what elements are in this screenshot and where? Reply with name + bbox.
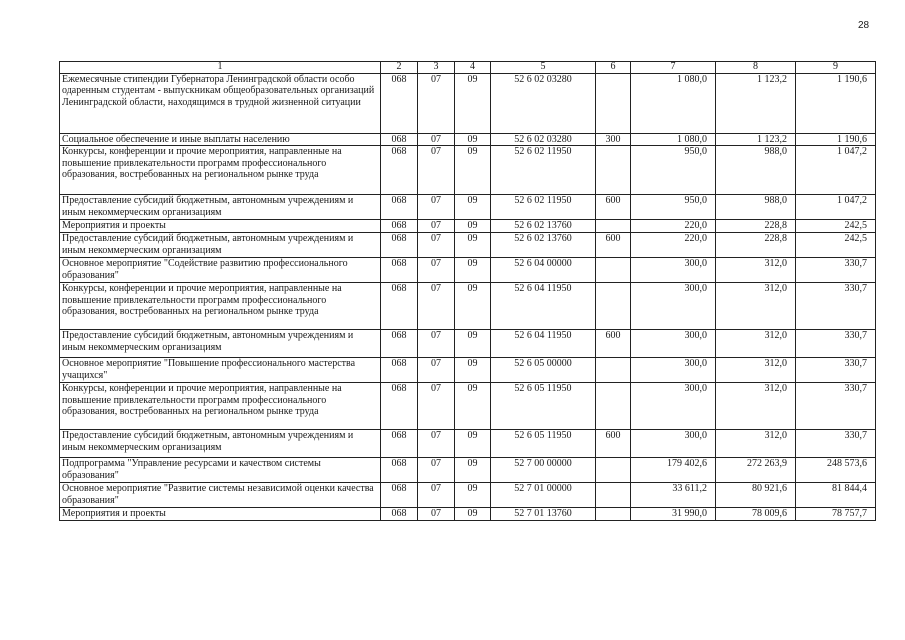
budget-table xyxy=(59,61,876,521)
amount-col9-cell: 81 844,4 xyxy=(796,483,876,508)
ministry-code-cell: 068 xyxy=(381,195,418,220)
subsection-code-cell: 09 xyxy=(455,483,491,508)
ministry-code-cell: 068 xyxy=(381,233,418,258)
section-code-cell: 07 xyxy=(418,220,455,233)
subsection-code-cell: 09 xyxy=(455,508,491,521)
amount-col7-cell: 300,0 xyxy=(631,330,716,358)
row-name-cell: Предоставление субсидий бюджетным, автономным учреждениям и иным некоммерческим организациям xyxy=(60,330,381,358)
row-name-cell: Социальное обеспечение и иные выплаты населению xyxy=(60,134,381,146)
table-row xyxy=(60,330,876,358)
subsection-code-cell: 09 xyxy=(455,195,491,220)
subsection-code-cell: 09 xyxy=(455,74,491,134)
row-name-cell: Подпрограмма "Управление ресурсами и качеством системы образования" xyxy=(60,458,381,483)
amount-col7-cell: 1 080,0 xyxy=(631,74,716,134)
target-article-cell: 52 6 04 11950 xyxy=(491,283,596,330)
section-code-cell: 07 xyxy=(418,74,455,134)
section-code-cell: 07 xyxy=(418,330,455,358)
amount-col8-cell: 1 123,2 xyxy=(716,74,796,134)
table-row xyxy=(60,74,876,134)
amount-col7-cell: 31 990,0 xyxy=(631,508,716,521)
row-name-cell: Предоставление субсидий бюджетным, автономным учреждениям и иным некоммерческим организациям xyxy=(60,233,381,258)
row-name-cell: Основное мероприятие "Повышение профессионального мастерства учащихся" xyxy=(60,358,381,383)
subsection-code-cell: 09 xyxy=(455,146,491,195)
table-row xyxy=(60,383,876,430)
expense-type-cell: 600 xyxy=(596,195,631,220)
table-row xyxy=(60,458,876,483)
subsection-code-cell: 09 xyxy=(455,458,491,483)
subsection-code-cell: 09 xyxy=(455,134,491,146)
amount-col7-cell: 300,0 xyxy=(631,258,716,283)
ministry-code-cell: 068 xyxy=(381,430,418,458)
expense-type-cell xyxy=(596,508,631,521)
amount-col9-cell: 330,7 xyxy=(796,430,876,458)
expense-type-cell xyxy=(596,74,631,134)
column-header: 8 xyxy=(716,62,796,74)
section-code-cell: 07 xyxy=(418,146,455,195)
expense-type-cell xyxy=(596,220,631,233)
row-name-cell: Конкурсы, конференции и прочие мероприятия, направленные на повышение привлекательности программ профессионального образования, востребованных на региональном рынке труда xyxy=(60,283,381,330)
table-row xyxy=(60,283,876,330)
amount-col8-cell: 312,0 xyxy=(716,258,796,283)
target-article-cell: 52 6 02 03280 xyxy=(491,134,596,146)
amount-col8-cell: 988,0 xyxy=(716,195,796,220)
amount-col9-cell: 1 190,6 xyxy=(796,134,876,146)
section-code-cell: 07 xyxy=(418,195,455,220)
ministry-code-cell: 068 xyxy=(381,146,418,195)
amount-col9-cell: 248 573,6 xyxy=(796,458,876,483)
column-header: 9 xyxy=(796,62,876,74)
section-code-cell: 07 xyxy=(418,358,455,383)
amount-col9-cell: 1 047,2 xyxy=(796,146,876,195)
amount-col9-cell: 242,5 xyxy=(796,233,876,258)
table-header-row xyxy=(60,62,876,74)
ministry-code-cell: 068 xyxy=(381,283,418,330)
expense-type-cell xyxy=(596,383,631,430)
expense-type-cell: 600 xyxy=(596,330,631,358)
amount-col7-cell: 300,0 xyxy=(631,383,716,430)
target-article-cell: 52 6 02 13760 xyxy=(491,220,596,233)
row-name-cell: Мероприятия и проекты xyxy=(60,220,381,233)
column-header: 3 xyxy=(418,62,455,74)
section-code-cell: 07 xyxy=(418,258,455,283)
table-row xyxy=(60,358,876,383)
column-header: 5 xyxy=(491,62,596,74)
column-header: 2 xyxy=(381,62,418,74)
page-number: 28 xyxy=(858,20,870,31)
section-code-cell: 07 xyxy=(418,283,455,330)
amount-col7-cell: 300,0 xyxy=(631,283,716,330)
target-article-cell: 52 6 04 00000 xyxy=(491,258,596,283)
column-header: 4 xyxy=(455,62,491,74)
expense-type-cell: 600 xyxy=(596,430,631,458)
amount-col7-cell: 300,0 xyxy=(631,430,716,458)
table-row xyxy=(60,483,876,508)
target-article-cell: 52 6 02 11950 xyxy=(491,195,596,220)
row-name-cell: Конкурсы, конференции и прочие мероприятия, направленные на повышение привлекательности программ профессионального образования, востребованных на региональном рынке труда xyxy=(60,383,381,430)
ministry-code-cell: 068 xyxy=(381,258,418,283)
expense-type-cell xyxy=(596,146,631,195)
amount-col8-cell: 312,0 xyxy=(716,358,796,383)
row-name-cell: Ежемесячные стипендии Губернатора Ленинградской области особо одаренным студентам - выпускникам общеобразовательных организаций Ленинградской области, находящимся в трудной жизненной ситуации xyxy=(60,74,381,134)
ministry-code-cell: 068 xyxy=(381,508,418,521)
amount-col7-cell: 950,0 xyxy=(631,146,716,195)
target-article-cell: 52 7 01 00000 xyxy=(491,483,596,508)
amount-col9-cell: 330,7 xyxy=(796,330,876,358)
target-article-cell: 52 7 00 00000 xyxy=(491,458,596,483)
amount-col7-cell: 300,0 xyxy=(631,358,716,383)
expense-type-cell: 600 xyxy=(596,233,631,258)
subsection-code-cell: 09 xyxy=(455,233,491,258)
target-article-cell: 52 6 05 11950 xyxy=(491,430,596,458)
ministry-code-cell: 068 xyxy=(381,74,418,134)
target-article-cell: 52 6 02 13760 xyxy=(491,233,596,258)
subsection-code-cell: 09 xyxy=(455,358,491,383)
section-code-cell: 07 xyxy=(418,134,455,146)
expense-type-cell xyxy=(596,358,631,383)
expense-type-cell xyxy=(596,458,631,483)
amount-col9-cell: 1 190,6 xyxy=(796,74,876,134)
amount-col8-cell: 228,8 xyxy=(716,233,796,258)
ministry-code-cell: 068 xyxy=(381,134,418,146)
ministry-code-cell: 068 xyxy=(381,358,418,383)
target-article-cell: 52 6 05 00000 xyxy=(491,358,596,383)
ministry-code-cell: 068 xyxy=(381,458,418,483)
row-name-cell: Предоставление субсидий бюджетным, автономным учреждениям и иным некоммерческим организациям xyxy=(60,195,381,220)
section-code-cell: 07 xyxy=(418,458,455,483)
section-code-cell: 07 xyxy=(418,383,455,430)
column-header: 6 xyxy=(596,62,631,74)
subsection-code-cell: 09 xyxy=(455,258,491,283)
table-row xyxy=(60,430,876,458)
section-code-cell: 07 xyxy=(418,508,455,521)
amount-col8-cell: 312,0 xyxy=(716,330,796,358)
table-row xyxy=(60,134,876,146)
table-row xyxy=(60,508,876,521)
target-article-cell: 52 6 04 11950 xyxy=(491,330,596,358)
amount-col7-cell: 950,0 xyxy=(631,195,716,220)
amount-col8-cell: 312,0 xyxy=(716,383,796,430)
target-article-cell: 52 6 05 11950 xyxy=(491,383,596,430)
amount-col8-cell: 312,0 xyxy=(716,430,796,458)
ministry-code-cell: 068 xyxy=(381,220,418,233)
amount-col9-cell: 242,5 xyxy=(796,220,876,233)
row-name-cell: Предоставление субсидий бюджетным, автономным учреждениям и иным некоммерческим организациям xyxy=(60,430,381,458)
column-header: 7 xyxy=(631,62,716,74)
amount-col7-cell: 220,0 xyxy=(631,233,716,258)
row-name-cell: Мероприятия и проекты xyxy=(60,508,381,521)
amount-col8-cell: 272 263,9 xyxy=(716,458,796,483)
subsection-code-cell: 09 xyxy=(455,283,491,330)
section-code-cell: 07 xyxy=(418,483,455,508)
amount-col8-cell: 80 921,6 xyxy=(716,483,796,508)
expense-type-cell xyxy=(596,283,631,330)
row-name-cell: Основное мероприятие "Развитие системы независимой оценки качества образования" xyxy=(60,483,381,508)
expense-type-cell xyxy=(596,483,631,508)
ministry-code-cell: 068 xyxy=(381,483,418,508)
ministry-code-cell: 068 xyxy=(381,383,418,430)
amount-col9-cell: 330,7 xyxy=(796,383,876,430)
table-row xyxy=(60,146,876,195)
table-row xyxy=(60,258,876,283)
amount-col7-cell: 179 402,6 xyxy=(631,458,716,483)
subsection-code-cell: 09 xyxy=(455,430,491,458)
target-article-cell: 52 7 01 13760 xyxy=(491,508,596,521)
subsection-code-cell: 09 xyxy=(455,383,491,430)
row-name-cell: Основное мероприятие "Содействие развитию профессионального образования" xyxy=(60,258,381,283)
amount-col8-cell: 312,0 xyxy=(716,283,796,330)
amount-col8-cell: 78 009,6 xyxy=(716,508,796,521)
table-row xyxy=(60,233,876,258)
target-article-cell: 52 6 02 03280 xyxy=(491,74,596,134)
ministry-code-cell: 068 xyxy=(381,330,418,358)
section-code-cell: 07 xyxy=(418,233,455,258)
amount-col9-cell: 1 047,2 xyxy=(796,195,876,220)
expense-type-cell xyxy=(596,258,631,283)
amount-col7-cell: 220,0 xyxy=(631,220,716,233)
table-row xyxy=(60,220,876,233)
amount-col7-cell: 1 080,0 xyxy=(631,134,716,146)
column-header: 1 xyxy=(60,62,381,74)
target-article-cell: 52 6 02 11950 xyxy=(491,146,596,195)
amount-col7-cell: 33 611,2 xyxy=(631,483,716,508)
section-code-cell: 07 xyxy=(418,430,455,458)
subsection-code-cell: 09 xyxy=(455,220,491,233)
subsection-code-cell: 09 xyxy=(455,330,491,358)
amount-col8-cell: 1 123,2 xyxy=(716,134,796,146)
amount-col9-cell: 330,7 xyxy=(796,358,876,383)
expense-type-cell: 300 xyxy=(596,134,631,146)
table-row xyxy=(60,195,876,220)
amount-col9-cell: 330,7 xyxy=(796,258,876,283)
amount-col8-cell: 988,0 xyxy=(716,146,796,195)
row-name-cell: Конкурсы, конференции и прочие мероприятия, направленные на повышение привлекательности программ профессионального образования, востребованных на региональном рынке труда xyxy=(60,146,381,195)
amount-col8-cell: 228,8 xyxy=(716,220,796,233)
amount-col9-cell: 78 757,7 xyxy=(796,508,876,521)
amount-col9-cell: 330,7 xyxy=(796,283,876,330)
